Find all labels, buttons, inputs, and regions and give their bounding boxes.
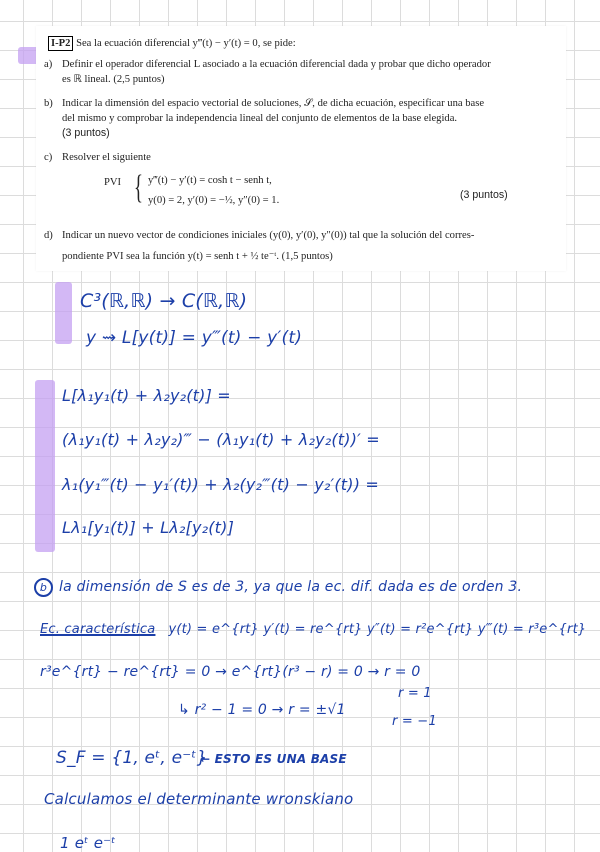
problem-header (48, 36, 296, 52)
hw-operator-domain: C³(ℝ,ℝ) → C(ℝ,ℝ) (80, 290, 248, 312)
hw-linear-3: λ₁(y₁‴(t) − y₁′(t)) + λ₂(y₂‴(t) − y₂′(t)) = (62, 475, 380, 494)
part-a-text-2: es ℝ lineal. (2,5 puntos) (62, 73, 165, 85)
part-a-text-1: Definir el operador diferencial L asociado a la ecuación diferencial dada y probar que dicho operador (62, 59, 491, 70)
brace: { (134, 169, 143, 206)
part-c-points: (3 puntos) (460, 189, 508, 201)
pvi-label: PVI (104, 177, 122, 188)
hw-wronskian-row: 1 eᵗ e⁻ᵗ (60, 834, 116, 852)
hw-basis-note: ← ESTO ES UNA BASE (200, 752, 347, 766)
hw-linear-4: Lλ₁[y₁(t)] + Lλ₂[y₂(t)] (62, 518, 235, 537)
hw-operator-def: y ⇝ L[y(t)] = y‴(t) − y′(t) (86, 328, 303, 348)
hw-root-pos: r = 1 (398, 686, 432, 701)
part-b-text-1: Indicar la dimensión del espacio vectorial de soluciones, 𝒮, de dicha ecuación, especificar una base (62, 98, 485, 109)
hw-derivatives: y(t) = e^{rt} y′(t) = re^{rt} y″(t) = r²e^{rt} y‴(t) = r³e^{rt} (168, 622, 587, 637)
part-d-text-1: Indicar un nuevo vector de condiciones iniciales (y(0), y′(0), y″(0)) tal que la solución del corres- (62, 230, 475, 241)
part-b-text-2: del mismo y comprobar la independencia lineal del conjunto de elementos de la base elegida. (62, 112, 458, 124)
hw-roots-2: ↳ r² − 1 = 0 → r = ±√1 (178, 702, 346, 718)
problem-intro: Sea la ecuación diferencial y‴(t) − y′(t) = 0, se pide: (76, 38, 296, 49)
hw-roots: r³e^{rt} − re^{rt} = 0 → e^{rt}(r³ − r) = 0 → r = 0 (40, 664, 421, 680)
hw-dimension: la dimensión de S es de 3, ya que la ec. dif. dada es de orden 3. (59, 579, 523, 595)
part-d-text-2: pondiente PVI sea la función y(t) = senh t + ½ te⁻ᵗ. (1,5 puntos) (62, 250, 333, 262)
part-c: c) Resolver el siguiente (44, 152, 151, 163)
problem-card (36, 26, 566, 271)
pvi-conditions: y(0) = 2, y′(0) = −½, y″(0) = 1. (148, 195, 280, 206)
hw-root-neg: r = −1 (392, 714, 437, 729)
hw-basis: S_F = {1, eᵗ, e⁻ᵗ} (56, 748, 208, 768)
problem-tag: I-P2 (48, 36, 73, 51)
hw-char-eq (40, 622, 586, 637)
hw-part-b (34, 578, 522, 597)
highlight-bar-a (55, 282, 72, 344)
part-b-points: (3 puntos) (62, 127, 110, 139)
part-c-text: Resolver el siguiente (62, 152, 151, 163)
pvi-equation: y‴(t) − y′(t) = cosh t − senh t, (148, 175, 272, 186)
hw-wronskian: Calculamos el determinante wronskiano (44, 790, 354, 808)
highlight-bar-linear (35, 380, 55, 552)
hw-linear-1: L[λ₁y₁(t) + λ₂y₂(t)] = (62, 386, 231, 405)
part-b-mark: b (34, 578, 53, 597)
part-d: d) Indicar un nuevo vector de condiciones iniciales (y(0), y′(0), y″(0)) tal que la solución del corres- pondiente PVI sea la función y(t) = senh t + ½ te⁻ᵗ. (1,5 puntos) (44, 229, 560, 264)
part-a: a) Definir el operador diferencial L asociado a la ecuación diferencial dada y probar que dicho operador es ℝ lineal. (2,5 puntos) (44, 58, 560, 87)
hw-linear-2: (λ₁y₁(t) + λ₂y₂)‴ − (λ₁y₁(t) + λ₂y₂(t))′ = (62, 430, 380, 449)
hw-char-eq-label: Ec. característica (40, 622, 156, 637)
part-b: b) Indicar la dimensión del espacio vectorial de soluciones, 𝒮, de dicha ecuación, especificar una base del mismo y comprobar la independencia lineal del conjunto de elementos de la base elegida. (3 puntos) (44, 97, 560, 141)
